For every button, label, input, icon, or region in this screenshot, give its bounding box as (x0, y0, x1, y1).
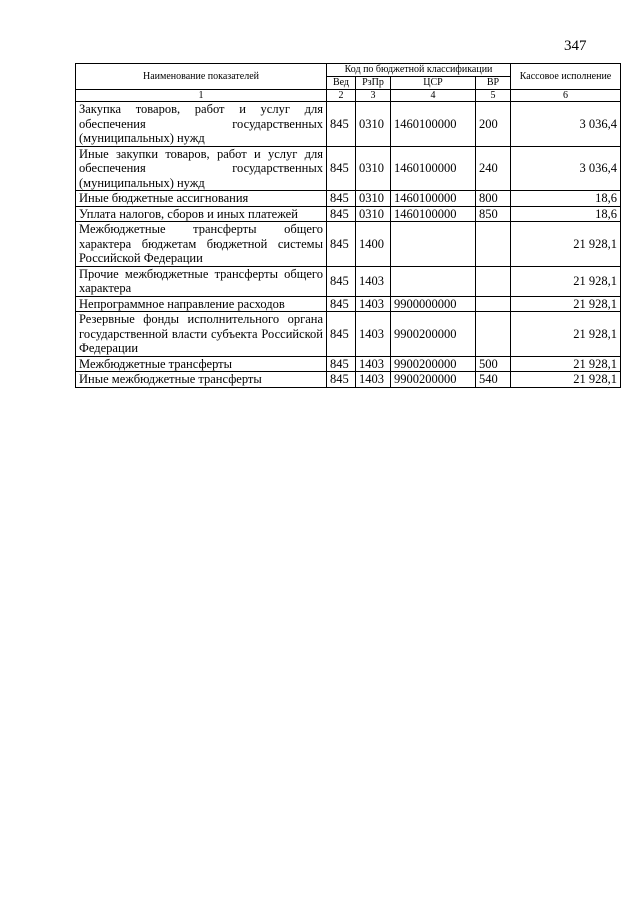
cell-amount: 3 036,4 (511, 102, 621, 147)
cell-rzpr: 1403 (356, 266, 391, 296)
cell-rzpr: 1403 (356, 372, 391, 388)
table-row (76, 146, 621, 191)
cell-csr: 9900200000 (391, 356, 476, 372)
cell-vr: 800 (476, 191, 511, 207)
cell-csr: 1460100000 (391, 146, 476, 191)
cell-vr (476, 222, 511, 267)
cell-rzpr: 0310 (356, 191, 391, 207)
cell-rzpr: 0310 (356, 146, 391, 191)
index-cell: 1 (76, 90, 327, 102)
cell-csr: 9900200000 (391, 312, 476, 357)
index-cell: 6 (511, 90, 621, 102)
cell-rzpr: 1400 (356, 222, 391, 267)
cell-name: Резервные фонды исполнительного органа государственной власти субъекта Российской Федерации (76, 312, 327, 357)
cell-amount: 21 928,1 (511, 372, 621, 388)
header-ved: Вед (327, 77, 356, 90)
table-row (76, 191, 621, 207)
cell-ved: 845 (327, 356, 356, 372)
cell-name: Иные бюджетные ассигнования (76, 191, 327, 207)
cell-vr (476, 266, 511, 296)
table-body (76, 102, 621, 388)
header-code-group: Код по бюджетной классификации (327, 64, 511, 77)
cell-csr (391, 222, 476, 267)
header-cash: Кассовое исполнение (511, 64, 621, 90)
cell-name: Иные закупки товаров, работ и услуг для обеспечения государственных (муниципальных) нужд (76, 146, 327, 191)
cell-name: Уплата налогов, сборов и иных платежей (76, 206, 327, 222)
table-row (76, 372, 621, 388)
cell-name: Прочие межбюджетные трансферты общего характера (76, 266, 327, 296)
cell-ved: 845 (327, 206, 356, 222)
cell-name: Иные межбюджетные трансферты (76, 372, 327, 388)
table-row (76, 206, 621, 222)
cell-csr: 9900200000 (391, 372, 476, 388)
index-cell: 4 (391, 90, 476, 102)
header-rzpr: РзПр (356, 77, 391, 90)
cell-amount: 21 928,1 (511, 296, 621, 312)
cell-amount: 18,6 (511, 206, 621, 222)
cell-ved: 845 (327, 266, 356, 296)
budget-table (75, 63, 621, 388)
header-csr: ЦСР (391, 77, 476, 90)
cell-amount: 21 928,1 (511, 312, 621, 357)
cell-csr (391, 266, 476, 296)
page-number: 347 (564, 38, 587, 54)
cell-vr: 500 (476, 356, 511, 372)
cell-amount: 21 928,1 (511, 266, 621, 296)
header-vr: ВР (476, 77, 511, 90)
header-row-1 (76, 64, 621, 77)
table-row (76, 296, 621, 312)
cell-ved: 845 (327, 146, 356, 191)
cell-vr: 540 (476, 372, 511, 388)
cell-vr: 850 (476, 206, 511, 222)
cell-rzpr: 1403 (356, 312, 391, 357)
cell-rzpr: 1403 (356, 356, 391, 372)
table-row (76, 312, 621, 357)
cell-rzpr: 0310 (356, 206, 391, 222)
cell-name: Закупка товаров, работ и услуг для обеспечения государственных (муниципальных) нужд (76, 102, 327, 147)
cell-csr: 1460100000 (391, 191, 476, 207)
cell-amount: 18,6 (511, 191, 621, 207)
index-cell: 2 (327, 90, 356, 102)
cell-rzpr: 0310 (356, 102, 391, 147)
table-row (76, 266, 621, 296)
table-row (76, 102, 621, 147)
cell-amount: 21 928,1 (511, 356, 621, 372)
cell-name: Непрограммное направление расходов (76, 296, 327, 312)
cell-rzpr: 1403 (356, 296, 391, 312)
index-cell: 5 (476, 90, 511, 102)
cell-amount: 3 036,4 (511, 146, 621, 191)
index-row (76, 90, 621, 102)
cell-csr: 1460100000 (391, 206, 476, 222)
cell-csr: 1460100000 (391, 102, 476, 147)
cell-amount: 21 928,1 (511, 222, 621, 267)
cell-vr (476, 296, 511, 312)
index-cell: 3 (356, 90, 391, 102)
cell-name: Межбюджетные трансферты (76, 356, 327, 372)
cell-vr: 240 (476, 146, 511, 191)
cell-ved: 845 (327, 372, 356, 388)
cell-name: Межбюджетные трансферты общего характера бюджетам бюджетной системы Российской Федерации (76, 222, 327, 267)
cell-ved: 845 (327, 312, 356, 357)
cell-ved: 845 (327, 102, 356, 147)
table-row (76, 222, 621, 267)
header-name: Наименование показателей (76, 64, 327, 90)
cell-ved: 845 (327, 191, 356, 207)
table-row (76, 356, 621, 372)
cell-ved: 845 (327, 222, 356, 267)
cell-vr: 200 (476, 102, 511, 147)
cell-ved: 845 (327, 296, 356, 312)
cell-csr: 9900000000 (391, 296, 476, 312)
cell-vr (476, 312, 511, 357)
